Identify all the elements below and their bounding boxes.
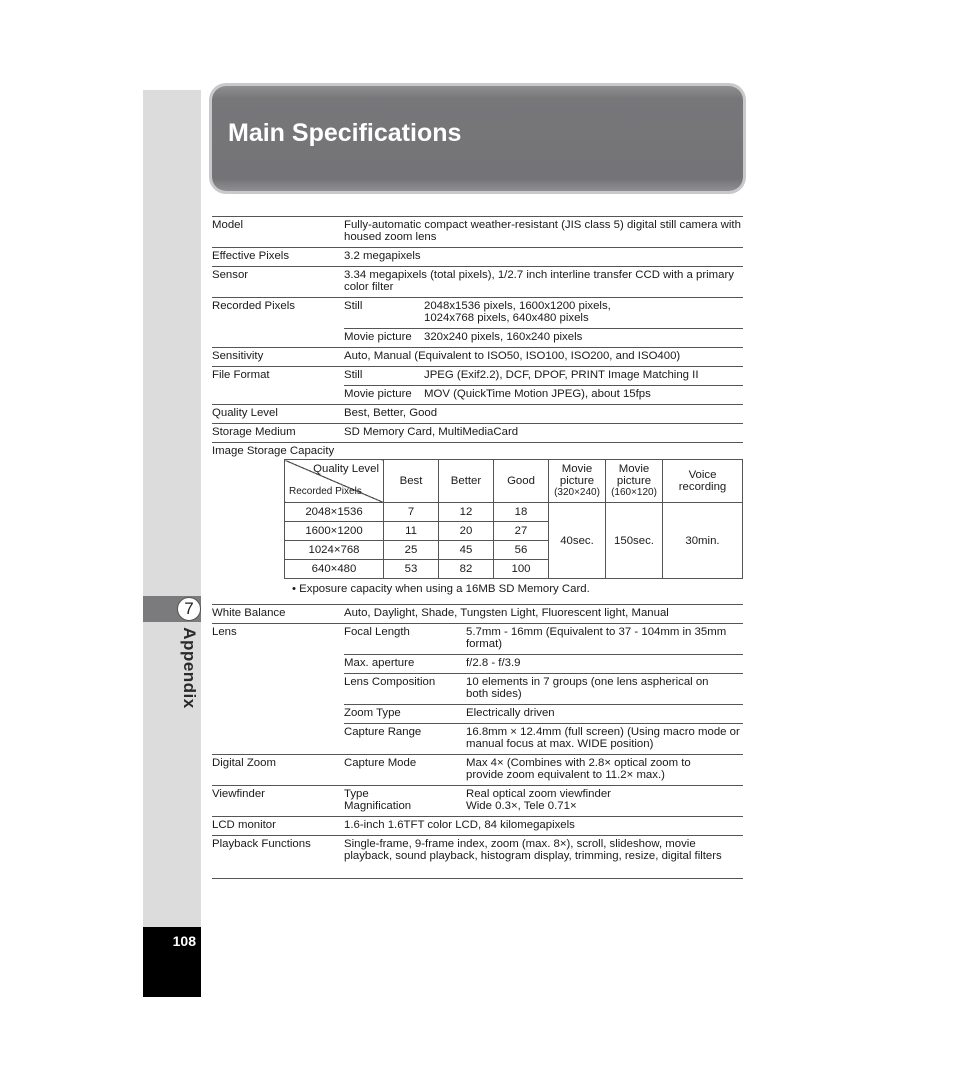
capacity-col-movie-160 (606, 460, 663, 503)
spec-row-quality-level (212, 404, 743, 423)
spec-sublabel: Capture Mode (344, 757, 417, 769)
capacity-row (285, 503, 743, 522)
spec-row-storage-medium (212, 423, 743, 442)
capacity-cell-movie-160: 150sec. (606, 503, 663, 579)
spec-subvalue: MOV (QuickTime Motion JPEG), about 15fps (424, 388, 651, 400)
spec-sub-rows (344, 755, 743, 785)
spec-sub-rows (344, 298, 743, 347)
capacity-col-movie-320 (549, 460, 606, 503)
spec-subvalue: Electrically driven (466, 707, 555, 719)
capacity-cell-resolution: 2048×1536 (285, 503, 384, 522)
capacity-col-best: Best (384, 460, 439, 503)
spec-value: Single-frame, 9-frame index, zoom (max. 8×), scroll, slideshow, movie playback, sound playback, histogram display, trimming, resize, digital filters (344, 838, 722, 862)
spec-label: Storage Medium (212, 426, 296, 438)
capacity-footnote: • Exposure capacity when using a 16MB SD Memory Card. (292, 583, 590, 595)
spec-subrow-still (344, 367, 743, 385)
capacity-cell-best: 11 (384, 522, 439, 541)
capacity-header-row (285, 460, 743, 503)
capacity-cell-best: 53 (384, 560, 439, 579)
spec-subrow-capture-range (344, 723, 743, 754)
capacity-corner-quality: Quality Level (313, 463, 379, 475)
spec-subvalue: 10 elements in 7 groups (one lens aspherical on both sides) (466, 676, 709, 700)
chapter-sidebar (143, 90, 201, 997)
capacity-cell-better: 20 (439, 522, 494, 541)
spec-sublabel: Lens Composition (344, 676, 436, 688)
spec-subrow-movie (344, 385, 743, 404)
spec-subrow-type (344, 786, 743, 800)
spec-value: Fully-automatic compact weather-resistant (JIS class 5) digital still camera with housed zoom lens (344, 219, 741, 243)
spec-value: 1.6-inch 1.6TFT color LCD, 84 kilomegapixels (344, 819, 575, 831)
spec-sublabel: Movie picture (344, 388, 412, 400)
spec-row-lcd-monitor (212, 816, 743, 835)
spec-subvalue: Max 4× (Combines with 2.8× optical zoom to provide zoom equivalent to 11.2× max.) (466, 757, 691, 781)
spec-row-image-storage-capacity (212, 442, 743, 459)
capacity-col-movie-160-size: (160×120) (611, 487, 657, 498)
spec-sub-rows (344, 624, 743, 754)
spec-sub-rows (344, 367, 743, 404)
capacity-col-better: Better (439, 460, 494, 503)
capacity-cell-better: 12 (439, 503, 494, 522)
page-title: Main Specifications (228, 119, 462, 147)
capacity-cell-best: 25 (384, 541, 439, 560)
spec-row-digital-zoom (212, 754, 743, 785)
spec-subrow-capture-mode (344, 755, 743, 785)
capacity-cell-resolution: 640×480 (285, 560, 384, 579)
page-number: 108 (172, 933, 196, 949)
capacity-cell-best: 7 (384, 503, 439, 522)
spec-sublabel: Zoom Type (344, 707, 401, 719)
capacity-cell-voice: 30min. (663, 503, 743, 579)
spec-label: Digital Zoom (212, 757, 276, 769)
spec-label: Sensor (212, 269, 249, 281)
capacity-cell-good: 18 (494, 503, 549, 522)
capacity-cell-resolution: 1600×1200 (285, 522, 384, 541)
spec-subrow-max-aperture (344, 654, 743, 673)
capacity-cell-movie-320: 40sec. (549, 503, 606, 579)
spec-subvalue: 320x240 pixels, 160x240 pixels (424, 331, 583, 343)
spec-row-effective-pixels (212, 247, 743, 266)
spec-label: Playback Functions (212, 838, 311, 850)
capacity-col-movie-160-label: Movie picture (616, 463, 652, 487)
spec-value: Best, Better, Good (344, 407, 438, 419)
spec-row-sensitivity (212, 347, 743, 366)
specifications-content (212, 216, 743, 879)
spec-subrow-still (344, 298, 743, 328)
spec-label: Lens (212, 626, 237, 638)
spec-value: SD Memory Card, MultiMediaCard (344, 426, 519, 438)
capacity-col-movie-320-label: Movie picture (559, 463, 595, 487)
capacity-col-good: Good (494, 460, 549, 503)
capacity-cell-resolution: 1024×768 (285, 541, 384, 560)
spec-value: Auto, Manual (Equivalent to ISO50, ISO100, ISO200, and ISO400) (344, 350, 681, 362)
spec-row-lens (212, 623, 743, 754)
spec-subvalue: f/2.8 - f/3.9 (466, 657, 521, 669)
spec-sublabel: Still (344, 300, 363, 312)
spec-sublabel: Movie picture (344, 331, 412, 343)
spec-subvalue: Wide 0.3×, Tele 0.71× (466, 800, 577, 812)
spec-subrow-lens-composition (344, 673, 743, 704)
spec-label: Sensitivity (212, 350, 264, 362)
chapter-label: Appendix (180, 627, 199, 709)
spec-label: White Balance (212, 607, 286, 619)
spec-subvalue: JPEG (Exif2.2), DCF, DPOF, PRINT Image Matching II (424, 369, 699, 381)
spec-label: Image Storage Capacity (212, 445, 335, 457)
spec-label: LCD monitor (212, 819, 276, 831)
spec-subrow-focal-length (344, 624, 743, 654)
spec-row-playback-functions (212, 835, 743, 879)
capacity-cell-good: 100 (494, 560, 549, 579)
capacity-col-voice-label: Voice recording (678, 469, 727, 493)
spec-sublabel: Still (344, 369, 363, 381)
capacity-col-movie-320-size: (320×240) (554, 487, 600, 498)
capacity-cell-good: 56 (494, 541, 549, 560)
spec-value: 3.34 megapixels (total pixels), 1/2.7 inch interline transfer CCD with a primary color filter (344, 269, 734, 293)
spec-sublabel: Focal Length (344, 626, 410, 638)
spec-row-viewfinder (212, 785, 743, 816)
spec-row-sensor (212, 266, 743, 297)
spec-row-recorded-pixels (212, 297, 743, 347)
capacity-col-voice (663, 460, 743, 503)
spec-subrow-zoom-type (344, 704, 743, 723)
spec-sub-rows (344, 786, 743, 816)
spec-label: File Format (212, 369, 270, 381)
spec-subvalue: Real optical zoom viewfinder (466, 788, 611, 800)
spec-sublabel: Type (344, 788, 369, 800)
spec-subrow-magnification (344, 800, 743, 816)
capacity-cell-better: 45 (439, 541, 494, 560)
spec-subvalue: 5.7mm - 16mm (Equivalent to 37 - 104mm in 35mm format) (466, 626, 727, 650)
spec-subvalue: 2048x1536 pixels, 1600x1200 pixels, 1024x768 pixels, 640x480 pixels (424, 300, 611, 324)
spec-label: Model (212, 219, 244, 231)
spec-row-white-balance (212, 604, 743, 623)
spec-sublabel: Max. aperture (344, 657, 415, 669)
spec-sublabel: Capture Range (344, 726, 422, 738)
spec-row-file-format (212, 366, 743, 404)
storage-capacity-table (284, 459, 743, 579)
spec-subrow-movie (344, 328, 743, 347)
capacity-corner-pixels: Recorded Pixels (289, 486, 362, 497)
spec-label: Effective Pixels (212, 250, 290, 262)
capacity-cell-better: 82 (439, 560, 494, 579)
spec-subvalue: 16.8mm × 12.4mm (full screen) (Using macro mode or manual focus at max. WIDE position) (466, 726, 740, 750)
spec-value: Auto, Daylight, Shade, Tungsten Light, Fluorescent light, Manual (344, 607, 669, 619)
spec-value: 3.2 megapixels (344, 250, 421, 262)
capacity-cell-good: 27 (494, 522, 549, 541)
spec-row-model (212, 216, 743, 247)
spec-label: Recorded Pixels (212, 300, 295, 312)
spec-sublabel: Magnification (344, 800, 412, 812)
spec-label: Viewfinder (212, 788, 265, 800)
chapter-number-badge: 7 (177, 597, 201, 621)
capacity-corner-cell (285, 460, 384, 503)
spec-label: Quality Level (212, 407, 278, 419)
